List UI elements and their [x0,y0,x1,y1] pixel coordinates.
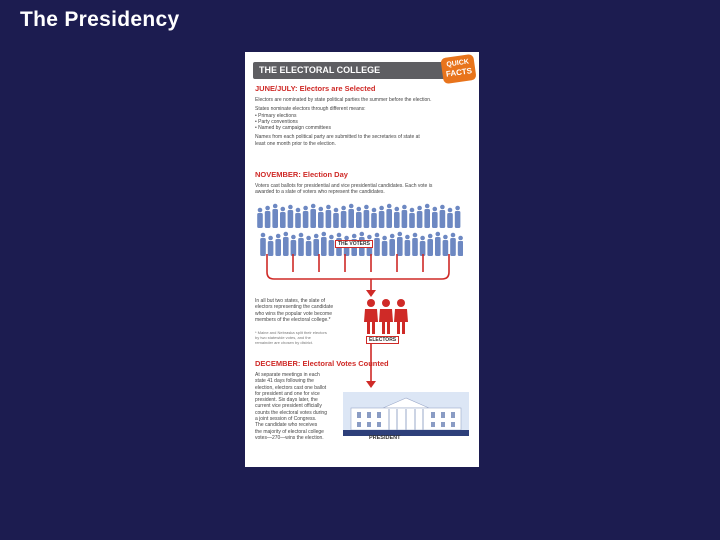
voter-figure-head [303,206,308,211]
voter-figure-head [265,206,270,211]
section-heading-december: DECEMBER: Electoral Votes Counted [255,359,389,368]
text-line: • Named by campaign committees [255,125,331,132]
voter-figure-body [379,211,385,228]
voter-figure-head [425,204,430,209]
electors-to-president-arrow [365,344,377,390]
voter-figure-head [382,236,387,241]
voter-figure-body [280,212,286,228]
voter-figure-head [413,233,418,238]
voter-figure-head [329,235,334,240]
voter-figure-body [386,209,392,228]
voter-figure-head [402,205,407,210]
text-line: election, electors cast one ballot [255,384,327,391]
voters-label: THE VOTERS [335,240,373,248]
voter-figure-head [417,206,422,211]
text-line: Electors are nominated by state political parties the summer before the election. [255,97,432,103]
vote-flow-connector [245,252,479,298]
voter-figure-head [326,205,331,210]
section-text-december [255,372,343,441]
voter-figure-body [364,210,370,228]
voter-figure-body [447,213,453,228]
voter-figure-body [310,209,316,228]
badge-line-1: QUICK [446,58,470,69]
voter-figure-body [455,211,461,228]
voter-figure-body [272,209,278,228]
voter-figure-head [433,207,438,212]
voter-figure-head [410,208,415,213]
voter-figure-head [458,236,463,241]
voter-figure-head [311,204,316,209]
voter-figure-head [314,234,319,239]
voter-figure-body [333,213,339,228]
infographic-header [253,62,453,79]
voter-figure-body [417,211,423,228]
text-line: States nominate electors through different means: [255,106,366,113]
voter-figure-head [440,205,445,210]
footnote [255,330,445,346]
text-line: president. Six days later, the [255,397,318,404]
electors-figures-icon [361,298,411,336]
voter-figure-head [398,232,403,237]
voter-figure-head [372,208,377,213]
electoral-college-infographic [245,52,479,467]
badge-line-2: FACTS [445,66,473,79]
text-line: The candidate who receives [255,422,318,429]
voter-figure-head [357,207,362,212]
voter-figure-head [420,236,425,241]
voter-figure-body [265,211,271,228]
voter-figure-head [448,208,453,213]
voter-figure-head [451,233,456,238]
text-line: who wins the popular vote become [255,310,332,317]
voter-figure-head [288,205,293,210]
infographic-header-text: THE ELECTORAL COLLEGE [259,65,381,75]
voters-crowd-row-1 [257,202,463,228]
text-line: * Maine and Nebraska split their electors [255,330,327,335]
voter-figure-body [318,212,324,228]
voter-figure-body [303,211,309,228]
text-line: by two statewide votes, and the [255,335,311,341]
voter-figure-head [387,204,392,209]
president-label: PRESIDENT [369,435,401,441]
voter-figure-body [326,210,332,228]
voter-figure-body [394,212,400,228]
voter-figure-head [455,206,460,211]
voter-figure-body [371,213,377,228]
text-line: least one month prior to the election. [255,140,336,147]
white-house-icon [343,392,469,436]
voter-figure-head [261,233,266,238]
quick-facts-badge [440,54,476,84]
voter-figure-head [341,206,346,211]
text-line: awarded to a slate of voters who represent the candidates. [255,189,385,196]
voter-figure-head [349,204,354,209]
voter-figure-head [296,208,301,213]
voter-figure-head [299,233,304,238]
text-line: state 41 days following the [255,378,314,385]
text-line: At separate meetings in each [255,372,320,378]
text-line: members of the electoral college.* [255,316,331,323]
voter-figure-body [348,209,354,228]
text-line: current vice president officially [255,403,322,410]
text-line: remainder are chosen by district. [255,340,314,346]
voter-figure-head [306,236,311,241]
section-heading-november: NOVEMBER: Election Day [255,170,348,179]
voter-figure-body [440,210,446,228]
voter-figure-head [268,236,273,241]
text-line: for president and one for vice [255,390,320,397]
text-line: electors representing the candidate [255,304,334,311]
voter-figure-head [284,232,289,237]
voter-figure-head [428,234,433,239]
voter-figure-head [379,206,384,211]
text-line: a joint session of Congress. [255,416,317,423]
text-line: counts the electoral votes during [255,409,327,416]
voter-figure-head [390,234,395,239]
voter-figure-body [409,213,415,228]
voter-figure-head [395,207,400,212]
text-line: Names from each political party are submitted to the secretaries of state at [255,134,420,141]
voter-figure-head [360,232,365,237]
voter-figure-head [319,207,324,212]
text-line: • Primary elections [255,112,297,119]
voter-figure-head [443,235,448,240]
section-heading-june-july: JUNE/JULY: Electors are Selected [255,84,376,93]
section-text-november [255,183,445,196]
voter-figure-head [405,235,410,240]
text-line: • Party conventions [255,118,298,125]
voter-figure-head [334,208,339,213]
electors-label: ELECTORS [366,336,399,344]
voter-figure-body [424,209,430,228]
voter-figure-body [432,212,438,228]
text-line: In all but two states, the slate of [255,298,326,304]
voter-figure-head [436,232,441,237]
voter-figure-body [295,213,301,228]
voter-figure-head [364,205,369,210]
voter-figure-body [288,210,294,228]
electors-explanation [255,298,355,323]
section-text-june-july [255,97,445,147]
voter-figure-head [258,208,263,213]
slide-title: The Presidency [20,8,180,31]
voter-figure-head [337,233,342,238]
voter-figure-body [356,212,362,228]
voter-figure-body [402,210,408,228]
voter-figure-head [276,234,281,239]
voter-figure-head [322,232,327,237]
voter-figure-head [291,235,296,240]
text-line: the majority of electoral college [255,428,324,435]
voter-figure-head [367,235,372,240]
voter-figure-head [352,234,357,239]
voter-figure-body [341,211,347,228]
text-line: votes—270—wins the election. [255,434,324,441]
voter-figure-head [375,233,380,238]
voter-figure-head [273,204,278,209]
voter-figure-body [257,213,263,228]
text-line: Voters cast ballots for presidential and vice presidential candidates. Each vote is [255,183,433,189]
voter-figure-head [281,207,286,212]
